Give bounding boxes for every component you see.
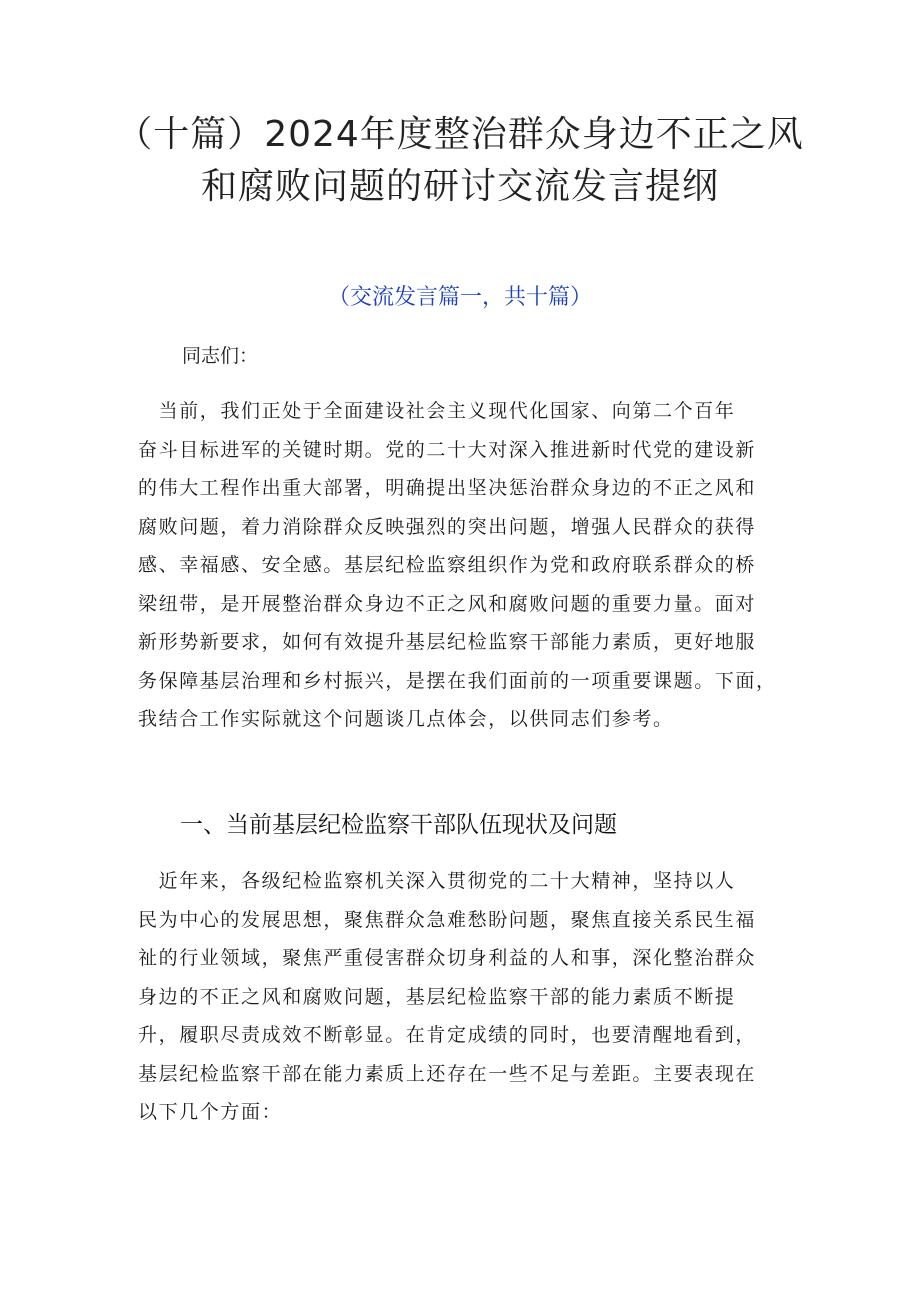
salutation: 同志们：: [182, 345, 259, 367]
paragraph-line: 民为中心的发展思想，聚焦群众急难愁盼问题，聚焦直接关系民生福: [138, 908, 757, 931]
paragraph-line: 梁纽带，是开展整治群众身边不正之风和腐败问题的重要力量。面对: [138, 592, 757, 615]
document-subtitle: （交流发言篇一，共十篇）: [327, 285, 592, 310]
paragraph-line: 升，履职尽责成效不断彰显。在肯定成绩的同时，也要清醒地看到，: [138, 1024, 757, 1046]
paragraph-section-1: [138, 862, 818, 1132]
paragraph-line: 奋斗目标进军的关键时期。党的二十大对深入推进新时代党的建设新: [138, 438, 757, 461]
paragraph-line: 近年来，各级纪检监察机关深入贯彻党的二十大精神，坚持以人: [138, 870, 736, 892]
paragraph-line: 以下几个方面：: [138, 1101, 283, 1123]
paragraph-line: 当前，我们正处于全面建设社会主义现代化国家、向第二个百年: [138, 400, 736, 422]
paragraph-line: 身边的不正之风和腐败问题，基层纪检监察干部的能力素质不断提: [138, 985, 736, 1008]
document-title-line-1: （十篇）2024年度整治群众身边不正之风: [116, 114, 804, 155]
paragraph-line: 祉的行业领域，聚焦严重侵害群众切身利益的人和事，深化整治群众: [138, 947, 757, 969]
paragraph-line: 腐败问题，着力消除群众反映强烈的突出问题，增强人民群众的获得: [138, 515, 757, 538]
document-title-line-2: 和腐败问题的研讨交流发言提纲: [200, 166, 719, 207]
paragraph-line: 我结合工作实际就这个问题谈几点体会，以供同志们参考。: [138, 708, 674, 730]
paragraph-line: 新形势新要求，如何有效提升基层纪检监察干部能力素质，更好地服: [138, 631, 757, 653]
paragraph-line: 务保障基层治理和乡村振兴，是摆在我们面前的一项重要课题。下面，: [138, 669, 777, 692]
paragraph-line: 的伟大工程作出重大部署，明确提出坚决惩治群众身边的不正之风和: [138, 477, 757, 499]
paragraph-line: 基层纪检监察干部在能力素质上还存在一些不足与差距。主要表现在: [138, 1062, 757, 1085]
section-heading-1: 一、当前基层纪检监察干部队伍现状及问题: [180, 812, 617, 838]
paragraph-intro: [138, 392, 818, 739]
paragraph-line: 感、幸福感、安全感。基层纪检监察组织作为党和政府联系群众的桥: [138, 554, 757, 576]
